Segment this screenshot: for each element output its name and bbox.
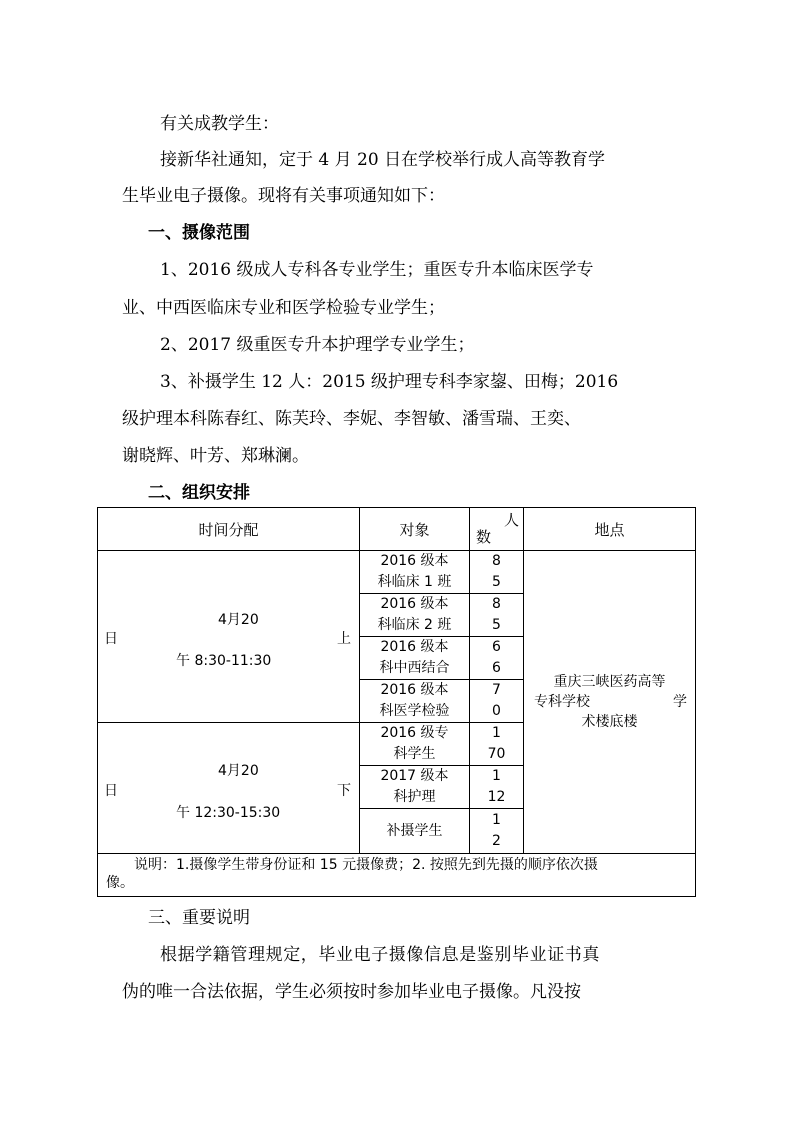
object-cell: 2016 级本 科临床 2 班	[360, 594, 470, 637]
location-line-3: 术楼底楼	[581, 714, 638, 730]
count-cell: 7 0	[470, 680, 524, 723]
location-line-2a: 专科学校	[534, 694, 590, 710]
note-row	[98, 854, 696, 897]
item-3-line-1: 3、补摄学生 12 人：2015 级护理专科李家鋆、田梅；2016	[160, 372, 619, 392]
afternoon-ri: 日	[104, 783, 118, 799]
schedule-table	[97, 507, 696, 897]
note-line-1: 说明：1.摄像学生带身份证和 15 元摄像费；2. 按照先到先摄的顺序依次摄	[134, 857, 598, 873]
location-line-1: 重庆三峡医药高等	[553, 674, 666, 690]
afternoon-time-cell	[98, 723, 360, 854]
morning-time-cell	[98, 551, 360, 723]
header-count-top: 人	[503, 511, 519, 529]
item-1-line-2: 业、中西医临床专业和医学检验专业学生；	[122, 298, 445, 318]
header-count	[470, 508, 524, 551]
item-1-line-1: 1、2016 级成人专科各专业学生；重医专升本临床医学专	[160, 260, 594, 280]
table-row	[98, 551, 696, 594]
count-cell: 1 70	[470, 723, 524, 766]
object-cell: 2016 级本 科医学检验	[360, 680, 470, 723]
header-location: 地点	[524, 508, 696, 551]
note-line-2: 像。	[106, 875, 134, 891]
header-object: 对象	[360, 508, 470, 551]
intro-line-1: 接新华社通知，定于 4 月 20 日在学校举行成人高等教育学	[160, 150, 606, 170]
intro-line-2: 生毕业电子摄像。现将有关事项通知如下：	[122, 186, 445, 206]
count-cell: 1 2	[470, 809, 524, 854]
object-cell: 2017 级本 科护理	[360, 766, 470, 809]
section-3-line-2: 伪的唯一合法依据，学生必须按时参加毕业电子摄像。凡没按	[122, 982, 581, 1002]
section-2-heading: 二、组织安排	[148, 483, 250, 503]
object-cell: 2016 级本 科中西结合	[360, 637, 470, 680]
count-cell: 8 5	[470, 551, 524, 594]
object-cell: 2016 级专 科学生	[360, 723, 470, 766]
location-cell	[524, 551, 696, 854]
note-cell	[98, 854, 696, 897]
morning-date: 4月20	[218, 611, 259, 628]
afternoon-xia: 下	[337, 783, 351, 799]
object-cell: 2016 级本 科临床 1 班	[360, 551, 470, 594]
afternoon-time: 午 12:30-15:30	[176, 805, 281, 821]
section-3-heading: 三、重要说明	[148, 908, 250, 928]
table-header-row	[98, 508, 696, 551]
section-1-heading: 一、摄像范围	[148, 223, 250, 243]
morning-ri: 日	[104, 630, 118, 647]
count-cell: 6 6	[470, 637, 524, 680]
item-3-line-3: 谢晓辉、叶芳、郑琳澜。	[122, 446, 309, 466]
item-2: 2、2017 级重医专升本护理学专业学生；	[160, 335, 475, 355]
item-3-line-2: 级护理本科陈春红、陈芙玲、李妮、李智敏、潘雪瑞、王奕、	[122, 409, 581, 429]
header-count-bottom: 数	[476, 528, 492, 546]
count-cell: 8 5	[470, 594, 524, 637]
header-time: 时间分配	[98, 508, 360, 551]
location-line-2b: 学	[673, 694, 687, 710]
count-cell: 1 12	[470, 766, 524, 809]
morning-shang: 上	[337, 630, 351, 647]
greeting: 有关成教学生：	[160, 114, 279, 134]
section-3-line-1: 根据学籍管理规定，毕业电子摄像信息是鉴别毕业证书真	[160, 945, 600, 965]
morning-time: 午 8:30-11:30	[176, 652, 272, 669]
object-cell: 补摄学生	[360, 809, 470, 854]
afternoon-date: 4月20	[218, 763, 259, 779]
